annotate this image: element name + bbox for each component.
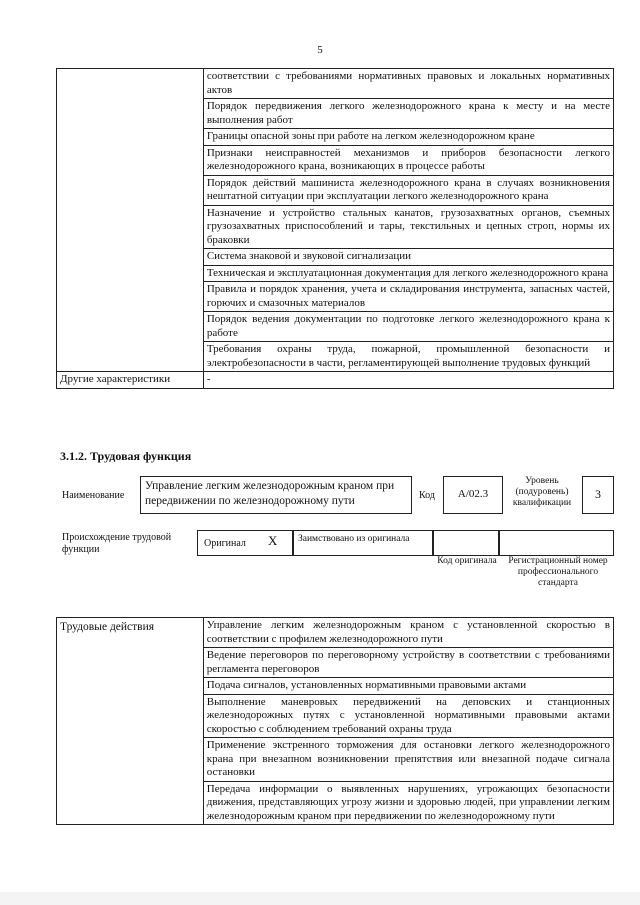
table-cell: соответствии с требованиями нормативных правовых и локальных нормативных актов [203,69,613,99]
table-cell: Техническая и эксплуатационная документация для легкого железнодорожного крана [203,265,613,282]
table-cell: Границы опасной зоны при работе на легком железнодорожном кране [203,129,613,146]
table-cell: Порядок передвижения легкого железнодорожного крана к месту и на месте выполнения работ [203,99,613,129]
labor-actions-label: Трудовые действия [57,618,204,825]
table-cell: Ведение переговоров по переговорному устройству в соответствии с требованиями регламента переговоров [203,648,613,678]
table-cell: Подача сигналов, установленных нормативными правовыми актами [203,678,613,695]
origin-label: Происхождение трудовой функции [62,532,172,555]
other-characteristics-value: - [203,372,613,389]
page-number: 5 [317,44,323,56]
borrowed-box [293,530,433,556]
table-cell: Назначение и устройство стальных канатов, грузозахватных органов, съемных грузозахватных приспособлений и тары, текстильных и цепных строп, нормы их браковки [203,205,613,249]
table-cell: Порядок действий машиниста железнодорожного крана в случаях возникновения нештатной ситуации при эксплуатации легкого железнодорожного крана [203,175,613,205]
section-title: 3.1.2. Трудовая функция [60,449,192,463]
table-cell: Признаки неисправностей механизмов и приборов безопасности легкого железнодорожного крана, возникающих в процессе работы [203,145,613,175]
knowledge-table [56,68,614,389]
table-row [57,69,614,99]
table-cell: Порядок ведения документации по подготовке легкого железнодорожного крана к работе [203,312,613,342]
table-cell: Выполнение маневровых передвижений на деповских и станционных железнодорожных путях с установленной нормативными правовыми актами скоростью с соблюдением требований охраны труда [203,694,613,738]
name-value: Управление легким железнодорожным краном при передвижении по железнодорожному пути [140,476,412,514]
table-cell: Правила и порядок хранения, учета и складирования инструмента, запасных частей, горючих и смазочных материалов [203,282,613,312]
table-cell: Передача информации о выявленных нарушениях, угрожающих безопасности движения, представляющих угрозу жизни и здоровью людей, при управлении легким железнодорожным краном при передвижении по железнодорожному пути [203,781,613,825]
table-cell: Требования охраны труда, пожарной, промышленной безопасности и электробезопасности в части, регламентирующей выполнение трудовых функций [203,342,613,372]
reg-number-box [499,530,614,556]
code-original-caption: Код оригинала [437,556,497,566]
labor-actions-table [56,617,614,825]
reg-number-caption: Регистрационный номер профессионального стандарта [508,556,608,588]
code-original-box [433,530,499,556]
original-label: Оригинал [204,538,246,549]
table-cell: Система знаковой и звуковой сигнализации [203,249,613,266]
code-value: А/02.3 [443,476,503,514]
table-cell: Управление легким железнодорожным краном с установленной скоростью в соответствии с профилем железнодорожного пути [203,618,613,648]
table-row [57,372,614,389]
level-value: 3 [582,476,614,514]
original-box [197,530,293,556]
bottom-scan-strip [0,892,640,905]
original-mark: X [268,533,278,548]
code-label: Код [419,490,435,501]
borrowed-label: Заимствовано из оригинала [298,534,410,544]
name-label: Наименование [62,490,125,501]
other-characteristics-label: Другие характеристики [57,372,204,389]
table-left-cell [57,69,204,372]
table-row [57,618,614,648]
level-label: Уровень (подуровень) квалификации [512,476,572,508]
table-cell: Применение экстренного торможения для остановки легкого железнодорожного крана при внезапном возникновении препятствия или внезапной подаче сигнала остановки [203,738,613,782]
